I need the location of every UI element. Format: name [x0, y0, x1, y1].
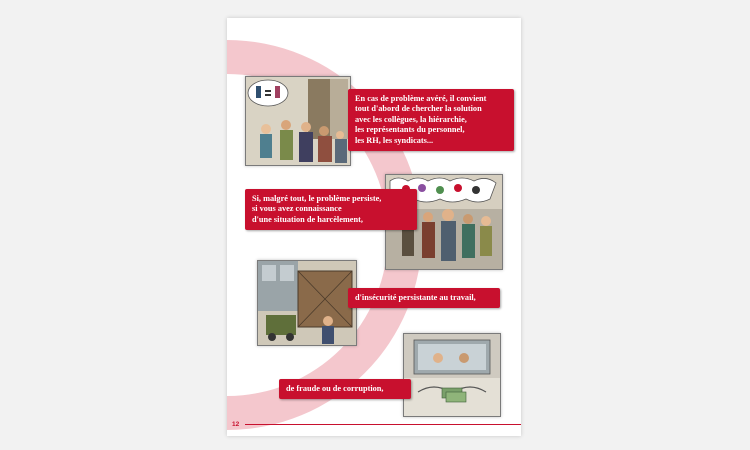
footer-divider: [245, 424, 521, 425]
caption-4: [279, 379, 411, 399]
brochure-page: [227, 18, 521, 436]
caption-1-line-1: En cas de problème avéré, il convient: [355, 94, 487, 103]
illustration-panel-4: [403, 333, 501, 417]
illustration-panel-1: [245, 76, 351, 166]
caption-4-line-1: de fraude ou de corruption,: [286, 384, 384, 393]
caption-1-line-5: les RH, les syndicats...: [355, 135, 434, 145]
caption-1: [348, 89, 514, 151]
caption-1-line-3: avec les collègues, la hiérarchie,: [355, 114, 467, 124]
caption-2-line-1: Si, malgré tout, le problème persiste,: [252, 194, 382, 203]
meeting-with-colleagues-illustration: [246, 77, 350, 165]
caption-2-line-3: d'une situation de harcèlement,: [252, 214, 363, 224]
fraud-money-exchange-illustration: [404, 334, 500, 416]
page-number: 12: [232, 421, 240, 428]
caption-3: [348, 288, 500, 308]
caption-3-line-1: d'insécurité persistante au travail,: [355, 293, 476, 302]
caption-1-line-2: tout d'abord de chercher la solution: [355, 104, 482, 114]
caption-1-line-4: les représentants du personnel,: [355, 125, 465, 135]
caption-2: [245, 189, 417, 230]
unsafe-worksite-illustration: [258, 261, 356, 345]
caption-2-line-2: si vous avez connaissance: [252, 204, 342, 214]
illustration-panel-3: [257, 260, 357, 346]
